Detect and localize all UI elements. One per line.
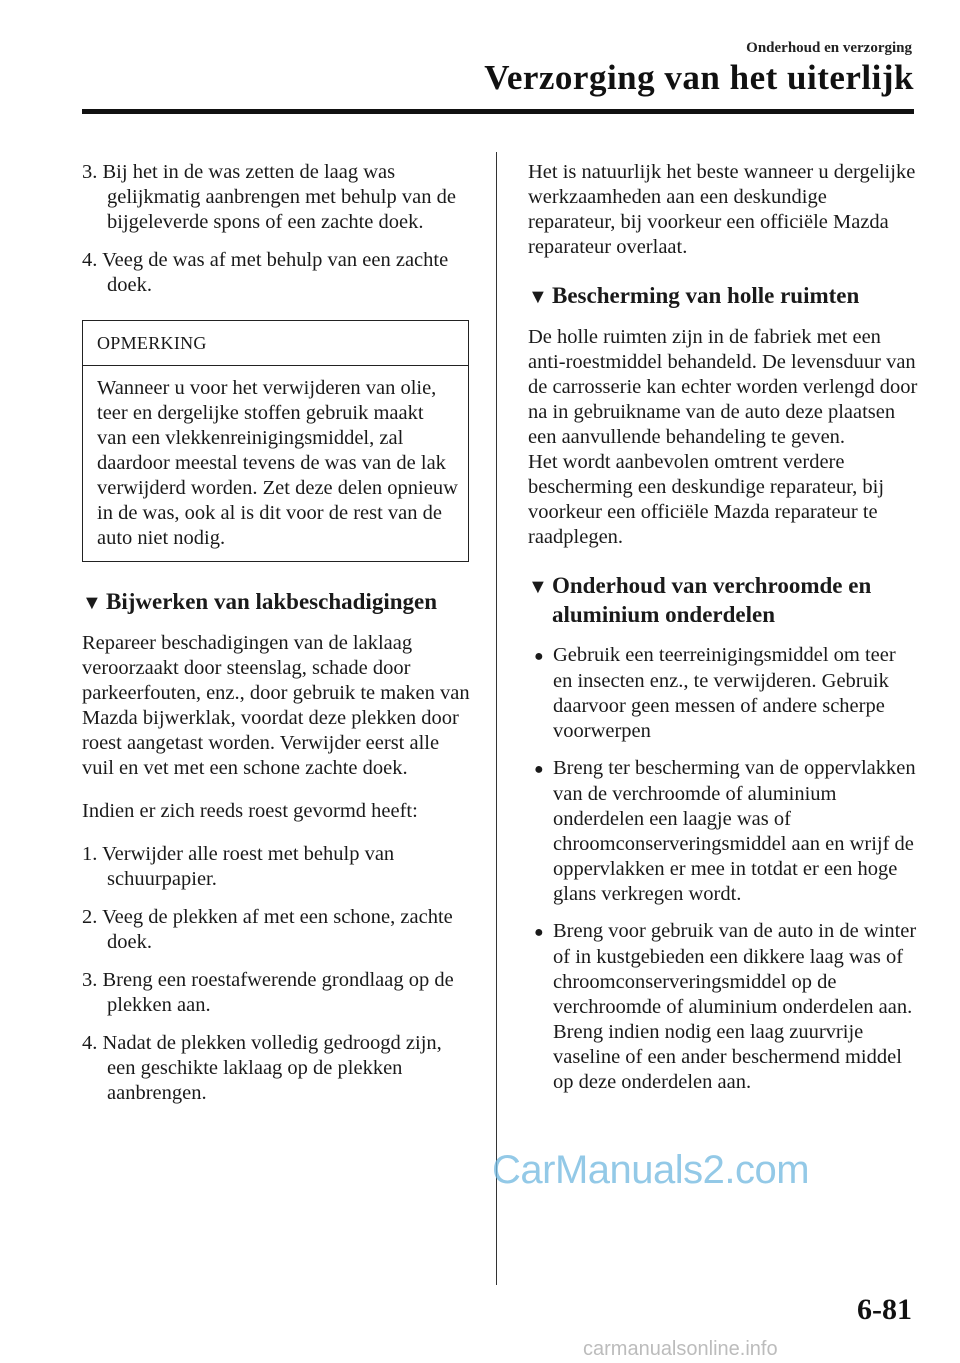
rust-step-2: 2. Veeg de plekken af met een schone, zachte doek. xyxy=(82,906,453,953)
bullet-icon: ● xyxy=(534,761,544,778)
bullet-item: ● Breng ter bescherming van de oppervlakken van de verchroomde of aluminium onderdelen een laagje was of chroomconserveringsmiddel aan en wrijf de oppervlakken er mee in totdat er een hoge glans verkregen wordt. xyxy=(528,756,918,907)
rust-step-1: 1. Verwijder alle roest met behulp van schuurpapier. xyxy=(82,843,395,890)
triangle-icon: ▼ xyxy=(528,576,548,598)
watermark-online: carmanualsonline.info xyxy=(583,1338,778,1360)
paragraph-cavities-1: De holle ruimten zijn in de fabriek met een anti-roestmiddel behandeld. De levensduur van de carrosserie kan echter worden verlengd door na in gebruikname van de auto deze plaatsen een aanvullende behandeling te geven. xyxy=(528,326,918,448)
bullet-item: ● Gebruik een teerreinigingsmiddel om teer en insecten enz., te verwijderen. Gebruik daarvoor geen messen of andere scherpe voorwerpen xyxy=(528,643,918,744)
heading-touchup: ▼ Bijwerken van lakbeschadigingen xyxy=(82,588,472,617)
note-body: Wanneer u voor het verwijderen van olie, teer en dergelijke stoffen gebruik maakt van een vlekkenreinigingsmiddel, zal daardoor meestal tevens de was van de lak verwijderd worden. Zet deze delen opnieuw in de was, ook al is dit voor de rest van de auto niet nodig. xyxy=(97,377,458,549)
left-column xyxy=(82,160,472,1119)
heading-chrome: ▼ Onderhoud van verchroomde en aluminium onderdelen xyxy=(528,573,872,627)
right-column xyxy=(528,160,918,1107)
bullet-icon: ● xyxy=(534,924,544,941)
bullet-icon: ● xyxy=(534,648,544,665)
step-4: 4. Veeg de was af met behulp van een zachte doek. xyxy=(82,249,449,296)
header-rule xyxy=(82,109,914,114)
triangle-icon: ▼ xyxy=(528,286,548,308)
column-divider xyxy=(496,152,497,1285)
paragraph-cavities-2: Het wordt aanbevolen omtrent verdere bescherming een deskundige reparateur, bij voorkeur een officiële Mazda reparateur te raadplegen. xyxy=(528,451,885,548)
section-label: Onderhoud en verzorging xyxy=(746,40,912,56)
paragraph-intro: Het is natuurlijk het beste wanneer u dergelijke werkzaamheden aan een deskundige reparateur, bij voorkeur een officiële Mazda reparateur overlaat. xyxy=(528,161,916,258)
triangle-icon: ▼ xyxy=(82,592,102,614)
page-title: Verzorging van het uiterlijk xyxy=(484,58,914,97)
paragraph-rust: Indien er zich reeds roest gevormd heeft: xyxy=(82,800,418,822)
watermark-carmanuals: CarManuals2.com xyxy=(492,1148,810,1192)
note-box xyxy=(82,320,469,562)
heading-cavities: ▼ Bescherming van holle ruimten xyxy=(528,282,918,311)
rust-step-4: 4. Nadat de plekken volledig gedroogd zijn, een geschikte laklaag op de plekken aanbrengen. xyxy=(82,1032,442,1104)
note-title: OPMERKING xyxy=(83,321,468,366)
rust-step-3: 3. Breng een roestafwerende grondlaag op de plekken aan. xyxy=(82,969,454,1016)
bullet-item: ● Breng voor gebruik van de auto in de winter of in kustgebieden een dikkere laag was of chroomconserveringsmiddel op de verchroomde of aluminium onderdelen aan. Breng indien nodig een laag zuurvrije vaseline of een ander beschermend middel op deze onderdelen aan. xyxy=(528,919,918,1095)
step-3: 3. Bij het in de was zetten de laag was gelijkmatig aanbrengen met behulp van de bijgeleverde spons of een zachte doek. xyxy=(82,161,456,233)
page-number: 6-81 xyxy=(857,1293,912,1326)
paragraph-touchup: Repareer beschadigingen van de laklaag veroorzaakt door steenslag, schade door parkeerfouten, enz., door gebruik te maken van Mazda bijwerklak, voordat deze plekken door roest aangetast worden. Verwijder eerst alle vuil en vet met een schone zachte doek. xyxy=(82,632,470,779)
